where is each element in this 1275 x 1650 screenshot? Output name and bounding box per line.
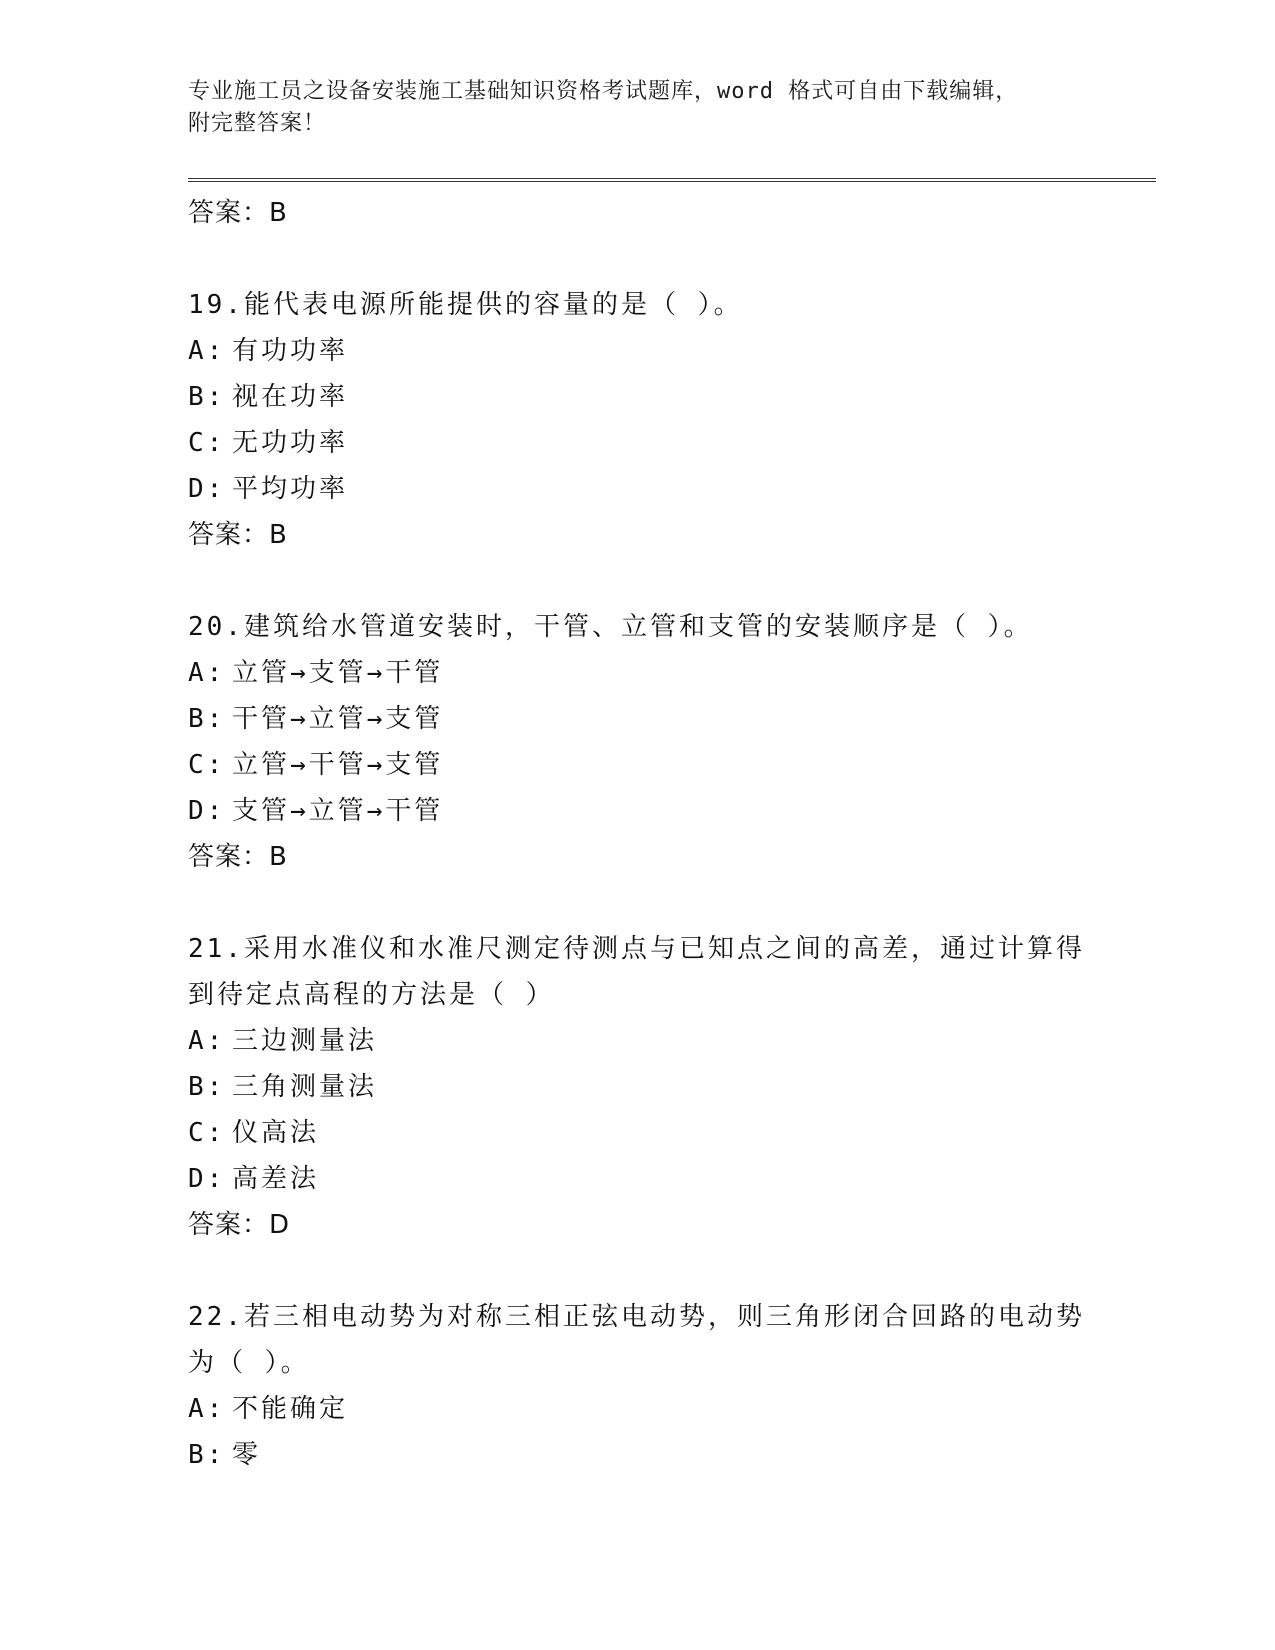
document-header xyxy=(188,76,1088,140)
question-stem-continued: 为（ ）。 xyxy=(188,1348,310,1378)
answer-line: 答案：B xyxy=(188,198,288,228)
question-block xyxy=(188,926,1088,1248)
option-label: C: xyxy=(188,1118,226,1148)
question-stem-continued: 到待定点高程的方法是（ ） xyxy=(188,980,555,1010)
question-block xyxy=(188,1294,1088,1478)
document-body xyxy=(188,190,1088,1478)
option-text: 平均功率 xyxy=(232,474,349,504)
question-stem: 22.若三相电动势为对称三相正弦电动势，则三角形闭合回路的电动势 xyxy=(188,1302,1085,1332)
question-stem: 21.采用水准仪和水准尺测定待测点与已知点之间的高差，通过计算得 xyxy=(188,934,1085,964)
option-label: D: xyxy=(188,474,226,504)
option-label: B: xyxy=(188,1440,226,1470)
option-a xyxy=(188,650,1088,696)
spacer xyxy=(188,236,1088,282)
answer-line: 答案：D xyxy=(188,1210,291,1240)
option-d xyxy=(188,1156,1088,1202)
question-stem: 19.能代表电源所能提供的容量的是（ ）。 xyxy=(188,290,743,320)
option-a xyxy=(188,1018,1088,1064)
header-line-2: 附完整答案！ xyxy=(188,111,327,136)
option-c xyxy=(188,742,1088,788)
option-d xyxy=(188,788,1088,834)
option-text: 视在功率 xyxy=(232,382,349,412)
option-b xyxy=(188,1432,1088,1478)
option-text: 支管→立管→干管 xyxy=(232,796,444,826)
option-label: C: xyxy=(188,750,226,780)
option-label: B: xyxy=(188,1072,226,1102)
question-stem: 20.建筑给水管道安装时，干管、立管和支管的安装顺序是（ ）。 xyxy=(188,612,1033,642)
option-c xyxy=(188,420,1088,466)
option-b xyxy=(188,1064,1088,1110)
answer-line: 答案：B xyxy=(188,842,288,872)
option-text: 立管→干管→支管 xyxy=(232,750,444,780)
spacer xyxy=(188,1248,1088,1294)
option-text: 干管→立管→支管 xyxy=(232,704,444,734)
option-label: A: xyxy=(188,1394,226,1424)
option-label: C: xyxy=(188,428,226,458)
option-a xyxy=(188,328,1088,374)
option-label: B: xyxy=(188,382,226,412)
spacer xyxy=(188,880,1088,926)
option-text: 三边测量法 xyxy=(232,1026,378,1056)
question-block xyxy=(188,604,1088,880)
option-label: A: xyxy=(188,1026,226,1056)
option-label: D: xyxy=(188,1164,226,1194)
option-label: A: xyxy=(188,336,226,366)
option-label: D: xyxy=(188,796,226,826)
option-text: 零 xyxy=(232,1440,262,1470)
option-text: 仪高法 xyxy=(232,1118,320,1148)
option-a xyxy=(188,1386,1088,1432)
option-text: 立管→支管→干管 xyxy=(232,658,444,688)
option-text: 高差法 xyxy=(232,1164,320,1194)
option-text: 有功功率 xyxy=(232,336,349,366)
option-text: 不能确定 xyxy=(232,1394,349,1424)
question-block xyxy=(188,282,1088,558)
header-divider xyxy=(188,178,1156,182)
option-b xyxy=(188,374,1088,420)
option-label: A: xyxy=(188,658,226,688)
header-line-1: 专业施工员之设备安装施工基础知识资格考试题库，word 格式可自由下载编辑， xyxy=(188,79,1019,104)
answer-line: 答案：B xyxy=(188,520,288,550)
option-b xyxy=(188,696,1088,742)
option-d xyxy=(188,466,1088,512)
option-text: 三角测量法 xyxy=(232,1072,378,1102)
option-text: 无功功率 xyxy=(232,428,349,458)
option-c xyxy=(188,1110,1088,1156)
option-label: B: xyxy=(188,704,226,734)
spacer xyxy=(188,558,1088,604)
